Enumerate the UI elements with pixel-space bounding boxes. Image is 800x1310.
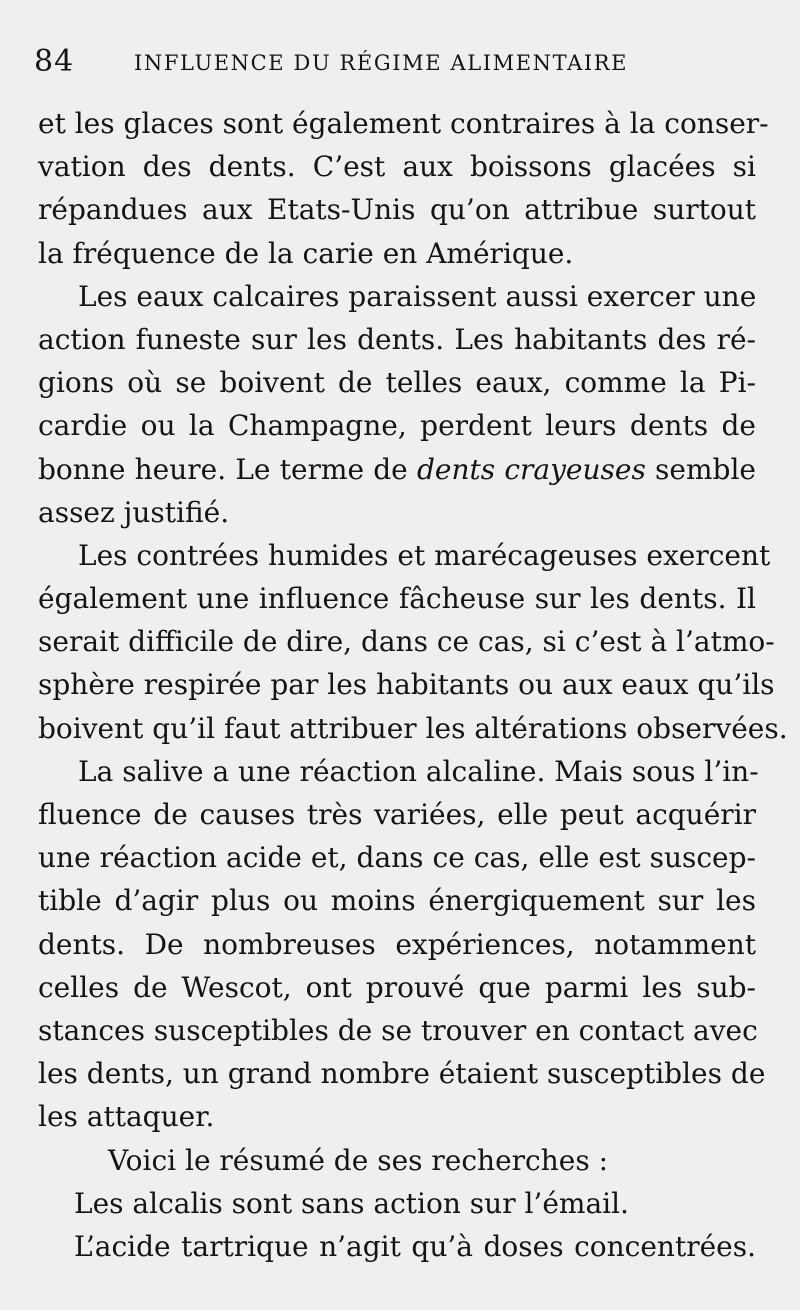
text-line: Les contrées humides et marécageuses exercent [78, 538, 771, 572]
text-line: et les glaces sont également contraires à la conser- [38, 107, 769, 140]
text-line: stances susceptibles de se trouver en contact avec [38, 1013, 758, 1047]
text-line: également une influence fâcheuse sur les dents. Il [38, 582, 756, 616]
text-line: boivent qu’il faut attribuer les altérations observées. [38, 711, 788, 745]
text-segment: semble [645, 452, 756, 486]
running-head: INFLUENCE DU RÉGIME ALIMENTAIRE [134, 51, 629, 75]
text-line: La salive a une réaction alcaline. Mais sous l’in- [78, 754, 759, 788]
text-line: assez justifié. [38, 495, 230, 529]
text-line: une réaction acide et, dans ce cas, elle est suscep- [38, 841, 756, 875]
text-line: action funeste sur les dents. Les habitants des ré- [38, 322, 756, 356]
text-line: répandues aux Etats-Unis qu’on attribue surtout [38, 193, 756, 227]
text-line: Les alcalis sont sans action sur l’émail. [74, 1186, 629, 1220]
text-line: cardie ou la Champagne, perdent leurs dents de [38, 409, 756, 443]
text-segment: bonne heure. Le terme de [38, 452, 417, 486]
body-text [38, 102, 788, 1268]
text-line: dents. De nombreuses expériences, notamment [38, 927, 756, 961]
text-line: gions où se boivent de telles eaux, comme la Pi- [38, 366, 756, 400]
text-line: serait difficile de dire, dans ce cas, si c’est à l’atmo- [38, 625, 775, 659]
text-line: Voici le résumé de ses recherches : [108, 1143, 609, 1177]
text-line: L’acide tartrique n’agit qu’à doses concentrées. [74, 1229, 756, 1263]
text-line: la fréquence de la carie en Amérique. [38, 236, 574, 270]
text-line: Les eaux calcaires paraissent aussi exercer une [78, 279, 757, 313]
text-line: sphère respirée par les habitants ou aux eaux qu’ils [38, 668, 775, 702]
text-line: les attaquer. [38, 1100, 215, 1134]
italic-term: dents crayeuses [416, 452, 646, 486]
page-number: 84 [34, 44, 75, 79]
text-line: fluence de causes très variées, elle peut acquérir [38, 798, 756, 831]
text-line: les dents, un grand nombre étaient susceptibles de [38, 1057, 766, 1091]
text-line [38, 448, 756, 491]
text-line: vation des dents. C’est aux boissons glacées si [38, 150, 756, 184]
page-header [34, 44, 754, 84]
text-line: tible d’agir plus ou moins énergiquement sur les [38, 884, 756, 918]
text-line: celles de Wescot, ont prouvé que parmi les sub- [38, 970, 756, 1004]
